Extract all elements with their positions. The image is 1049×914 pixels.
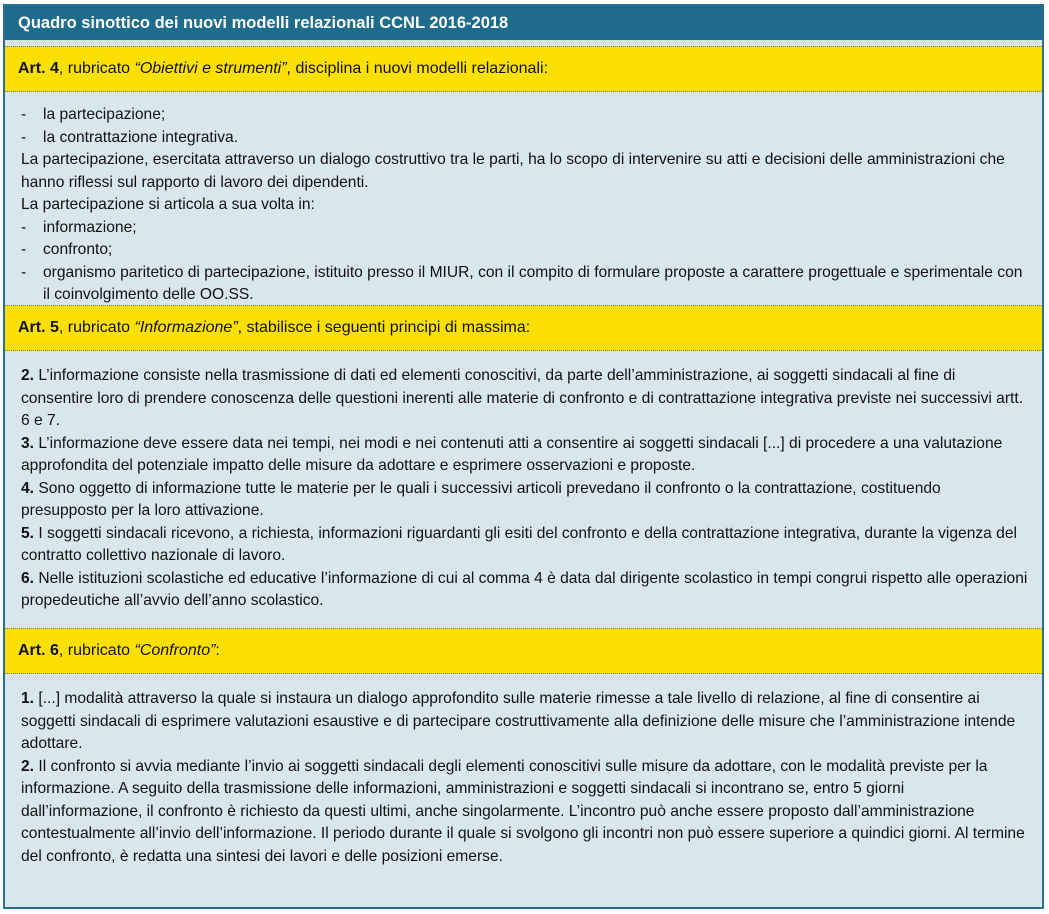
art5-tail: , stabilisce i seguenti principi di massima: [237,319,531,336]
paragraph-text: [...] modalità attraverso la quale si instaura un dialogo approfondito sulle materie rimesse a tale livello di relazione, al fine di consentire ai soggetti sindacali di esprimere valutazioni esaustive e di partecipare costruttivamente alla definizione delle misure che l’amministrazione intende adottare. [21,690,1016,752]
art5-body [5,351,1042,628]
art4-paragraph-2: La partecipazione si articola a sua volta in: [21,196,315,213]
paragraph-text: L’informazione deve essere data nei tempi, nei modi e nei contenuti atti a consentire ai soggetti sindacali [...] di procedere a una valutazione approfondita del potenziale impatto delle misure da adottare e esprimere osservazioni e proposte. [21,434,1003,474]
paragraph [21,756,1029,869]
art6-header [5,628,1042,674]
paragraph [21,478,1029,523]
list-item-text: confronto; [43,241,113,258]
list-item: - informazione; [21,217,1029,240]
list-item-text: organismo paritetico di partecipazione, istituito presso il MIUR, con il compito di formulare proposte a carattere progettuale e sperimentale con il coinvolgimento delle OO.SS. [43,263,1023,303]
art6-number: Art. 6 [18,642,59,659]
art6-rubric: “Confronto” [134,642,216,659]
synoptic-table [3,4,1044,909]
paragraph [21,688,1029,756]
art4-mid: , rubricato [58,60,135,77]
paragraph [21,523,1029,568]
list-item-text: la partecipazione; [43,106,166,123]
art5-mid: , rubricato [58,319,135,336]
paragraph [21,568,1029,613]
list-item-text: la contrattazione integrativa. [43,128,239,146]
paragraph-number: 4. [21,479,35,497]
paragraph-number: 2. [21,367,35,384]
list-item: - la partecipazione; [21,104,1029,127]
paragraph-text: I soggetti sindacali ricevono, a richiesta, informazioni riguardanti gli esiti del confronto e della contrattazione integrativa, durante la vigenza del contratto collettivo nazionale di lavoro. [21,524,1017,564]
art5-number: Art. 5 [18,319,59,336]
paragraph-number: 6. [21,569,35,587]
art6-tail: : [215,642,220,659]
art4-rubric: “Obiettivi e strumenti” [134,60,287,77]
paragraph-text: Il confronto si avvia mediante l’invio ai soggetti sindacali degli elementi conoscitivi sulle misure da adottare, con le modalità previste per la informazione. A seguito della trasmissione delle informazioni, amministrazioni e soggetti sindacali si incontrano se, entro 5 giorni dall’informazione, il confronto è richiesto da questi ultimi, anche singolarmente. L’incontro può anche essere proposto dall’amministrazione contestualmente all’invio dell’informazione. Il periodo durante il quale si svolgono gli incontri non può essere superiore a quindici giorni. Al termine del confronto, è redatta una sintesi dei lavori e delle posizioni emerse. [21,757,1025,865]
art4-paragraph-1: La partecipazione, esercitata attraverso un dialogo costruttivo tra le parti, ha lo scopo di intervenire su atti e decisioni delle amministrazioni che hanno riflessi sul rapporto di lavoro dei dipendenti. [21,151,1005,191]
art5-header [5,305,1042,351]
paragraph-text: Nelle istituzioni scolastiche ed educative l’informazione di cui al comma 4 è data dal dirigente scolastico in tempi congrui rispetto alle operazioni propedeutiche all’avvio dell’anno scolastico. [21,569,1028,609]
art4-body [5,92,1042,305]
art4-header [5,46,1042,92]
paragraph-number: 5. [21,524,35,542]
art5-rubric: “Informazione” [134,319,238,336]
art6-mid: , rubricato [58,642,135,659]
art4-number: Art. 4 [18,60,59,77]
table-title: Quadro sinottico dei nuovi modelli relazionali CCNL 2016-2018 [5,6,1042,40]
paragraph [21,433,1029,478]
paragraph-number: 2. [21,757,35,775]
paragraph-number: 3. [21,434,35,452]
list-item-text: informazione; [43,218,137,236]
art6-body [5,674,1042,874]
paragraph-number: 1. [21,690,35,707]
list-item: - organismo paritetico di partecipazione, istituito presso il MIUR, con il compito di formulare proposte a carattere progettuale e sperimentale con il coinvolgimento delle OO.SS. [21,262,1029,307]
art4-tail: , disciplina i nuovi modelli relazionali: [286,60,549,77]
list-item: - la contrattazione integrativa. [21,127,1029,150]
list-item: - confronto; [21,239,1029,262]
paragraph-text: Sono oggetto di informazione tutte le materie per le quali i successivi articoli prevedano il confronto o la contrattazione, costituendo presupposto per la loro attivazione. [21,479,941,519]
paragraph [21,365,1029,433]
paragraph-text: L’informazione consiste nella trasmissione di dati ed elementi conoscitivi, da parte dell’amministrazione, ai soggetti sindacali al fine di consentire loro di prendere conoscenza delle questioni inerenti alle materie di confronto e di contrattazione integrativa previste nei successivi artt. 6 e 7. [21,367,1024,429]
